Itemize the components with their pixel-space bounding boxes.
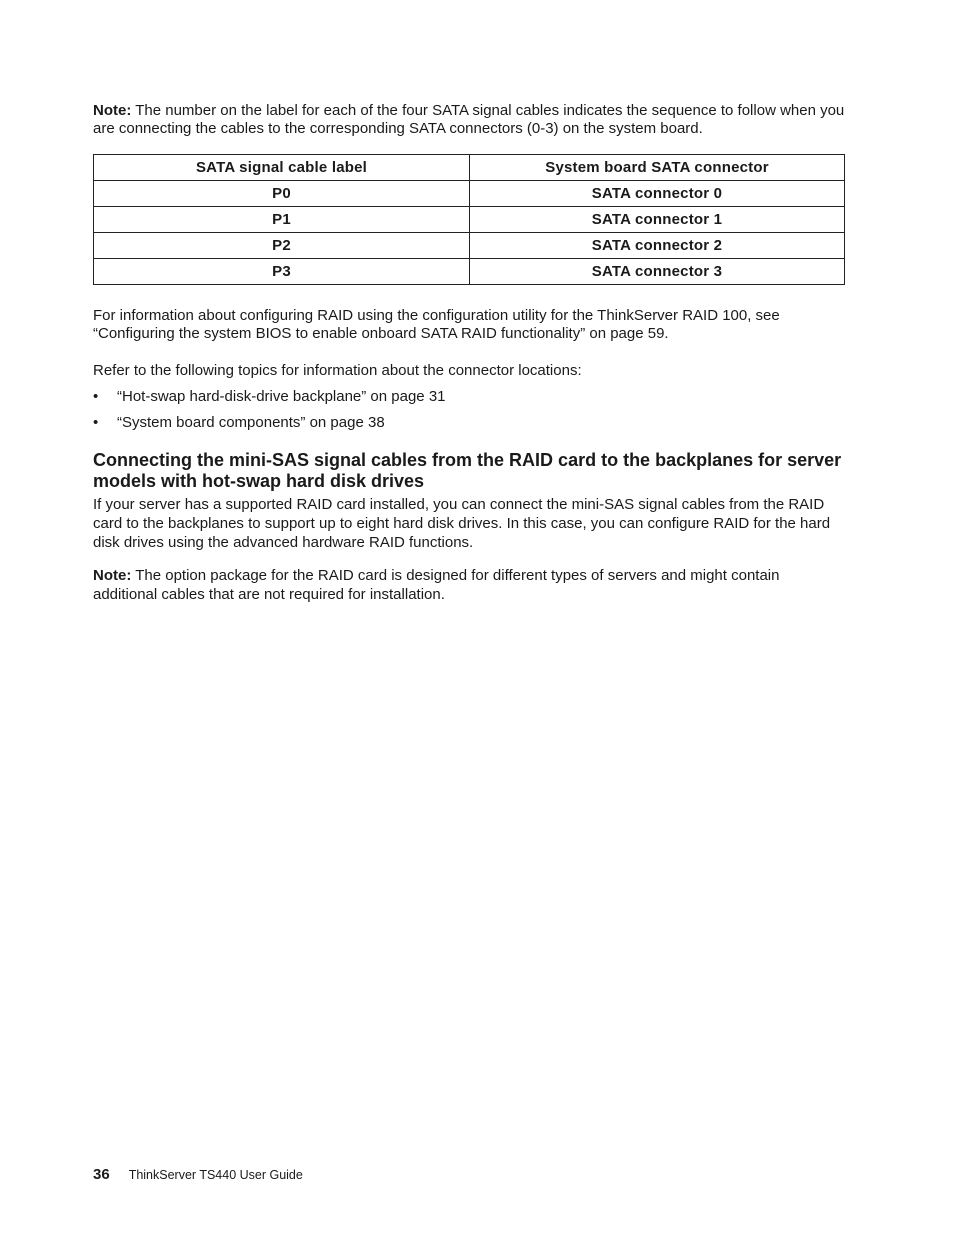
table-row xyxy=(94,233,845,259)
page-footer xyxy=(93,1166,303,1183)
cell-cable-label: P1 xyxy=(94,207,470,233)
bullet-glyph: • xyxy=(93,388,99,405)
cell-board-connector: SATA connector 3 xyxy=(470,259,845,285)
list-item xyxy=(93,414,845,432)
cell-board-connector: SATA connector 1 xyxy=(470,207,845,233)
note-label: Note: xyxy=(93,567,132,584)
table-header-row xyxy=(94,155,845,181)
table-row xyxy=(94,259,845,285)
section-heading: Connecting the mini-SAS signal cables from the RAID card to the backplanes for server models with hot-swap hard disk drives xyxy=(93,450,842,491)
section-body: If your server has a supported RAID card installed, you can connect the mini-SAS signal cables from the RAID card to the backplanes to support up to eight hard disk drives. In this case, you can configure RAID for the hard disk drives using the advanced hardware RAID functions. xyxy=(93,496,831,551)
note-text: The option package for the RAID card is designed for different types of servers and might contain additional cables that are not required for installation. xyxy=(93,567,780,603)
paragraph-raid-config: For information about configuring RAID using the configuration utility for the ThinkServer RAID 100, see “Configuring the system BIOS to enable onboard SATA RAID functionality” on page 59. xyxy=(93,307,780,342)
page-content xyxy=(93,102,845,604)
note-sequence xyxy=(93,102,845,138)
cell-cable-label: P0 xyxy=(94,181,470,207)
header-cable-label: SATA signal cable label xyxy=(94,155,470,181)
table-row xyxy=(94,207,845,233)
page-number: 36 xyxy=(93,1166,110,1183)
list-item xyxy=(93,388,845,406)
cell-cable-label: P3 xyxy=(94,259,470,285)
document-title: ThinkServer TS440 User Guide xyxy=(128,1168,303,1182)
table-row xyxy=(94,181,845,207)
topic-link-text: “Hot-swap hard-disk-drive backplane” on page 31 xyxy=(117,388,446,405)
bullet-glyph: • xyxy=(93,414,99,431)
paragraph-refer-topics: Refer to the following topics for information about the connector locations: xyxy=(93,362,582,379)
sata-cable-table xyxy=(93,154,845,285)
header-board-connector: System board SATA connector xyxy=(470,155,845,181)
cell-board-connector: SATA connector 2 xyxy=(470,233,845,259)
topic-link-text: “System board components” on page 38 xyxy=(117,414,385,431)
note-option-package xyxy=(93,566,845,604)
cell-board-connector: SATA connector 0 xyxy=(470,181,845,207)
cell-cable-label: P2 xyxy=(94,233,470,259)
note-text: The number on the label for each of the four SATA signal cables indicates the sequence to follow when you are connecting the cables to the corresponding SATA connectors (0-3) on the system board. xyxy=(93,102,845,137)
topic-list xyxy=(93,388,845,432)
note-label: Note: xyxy=(93,102,132,119)
